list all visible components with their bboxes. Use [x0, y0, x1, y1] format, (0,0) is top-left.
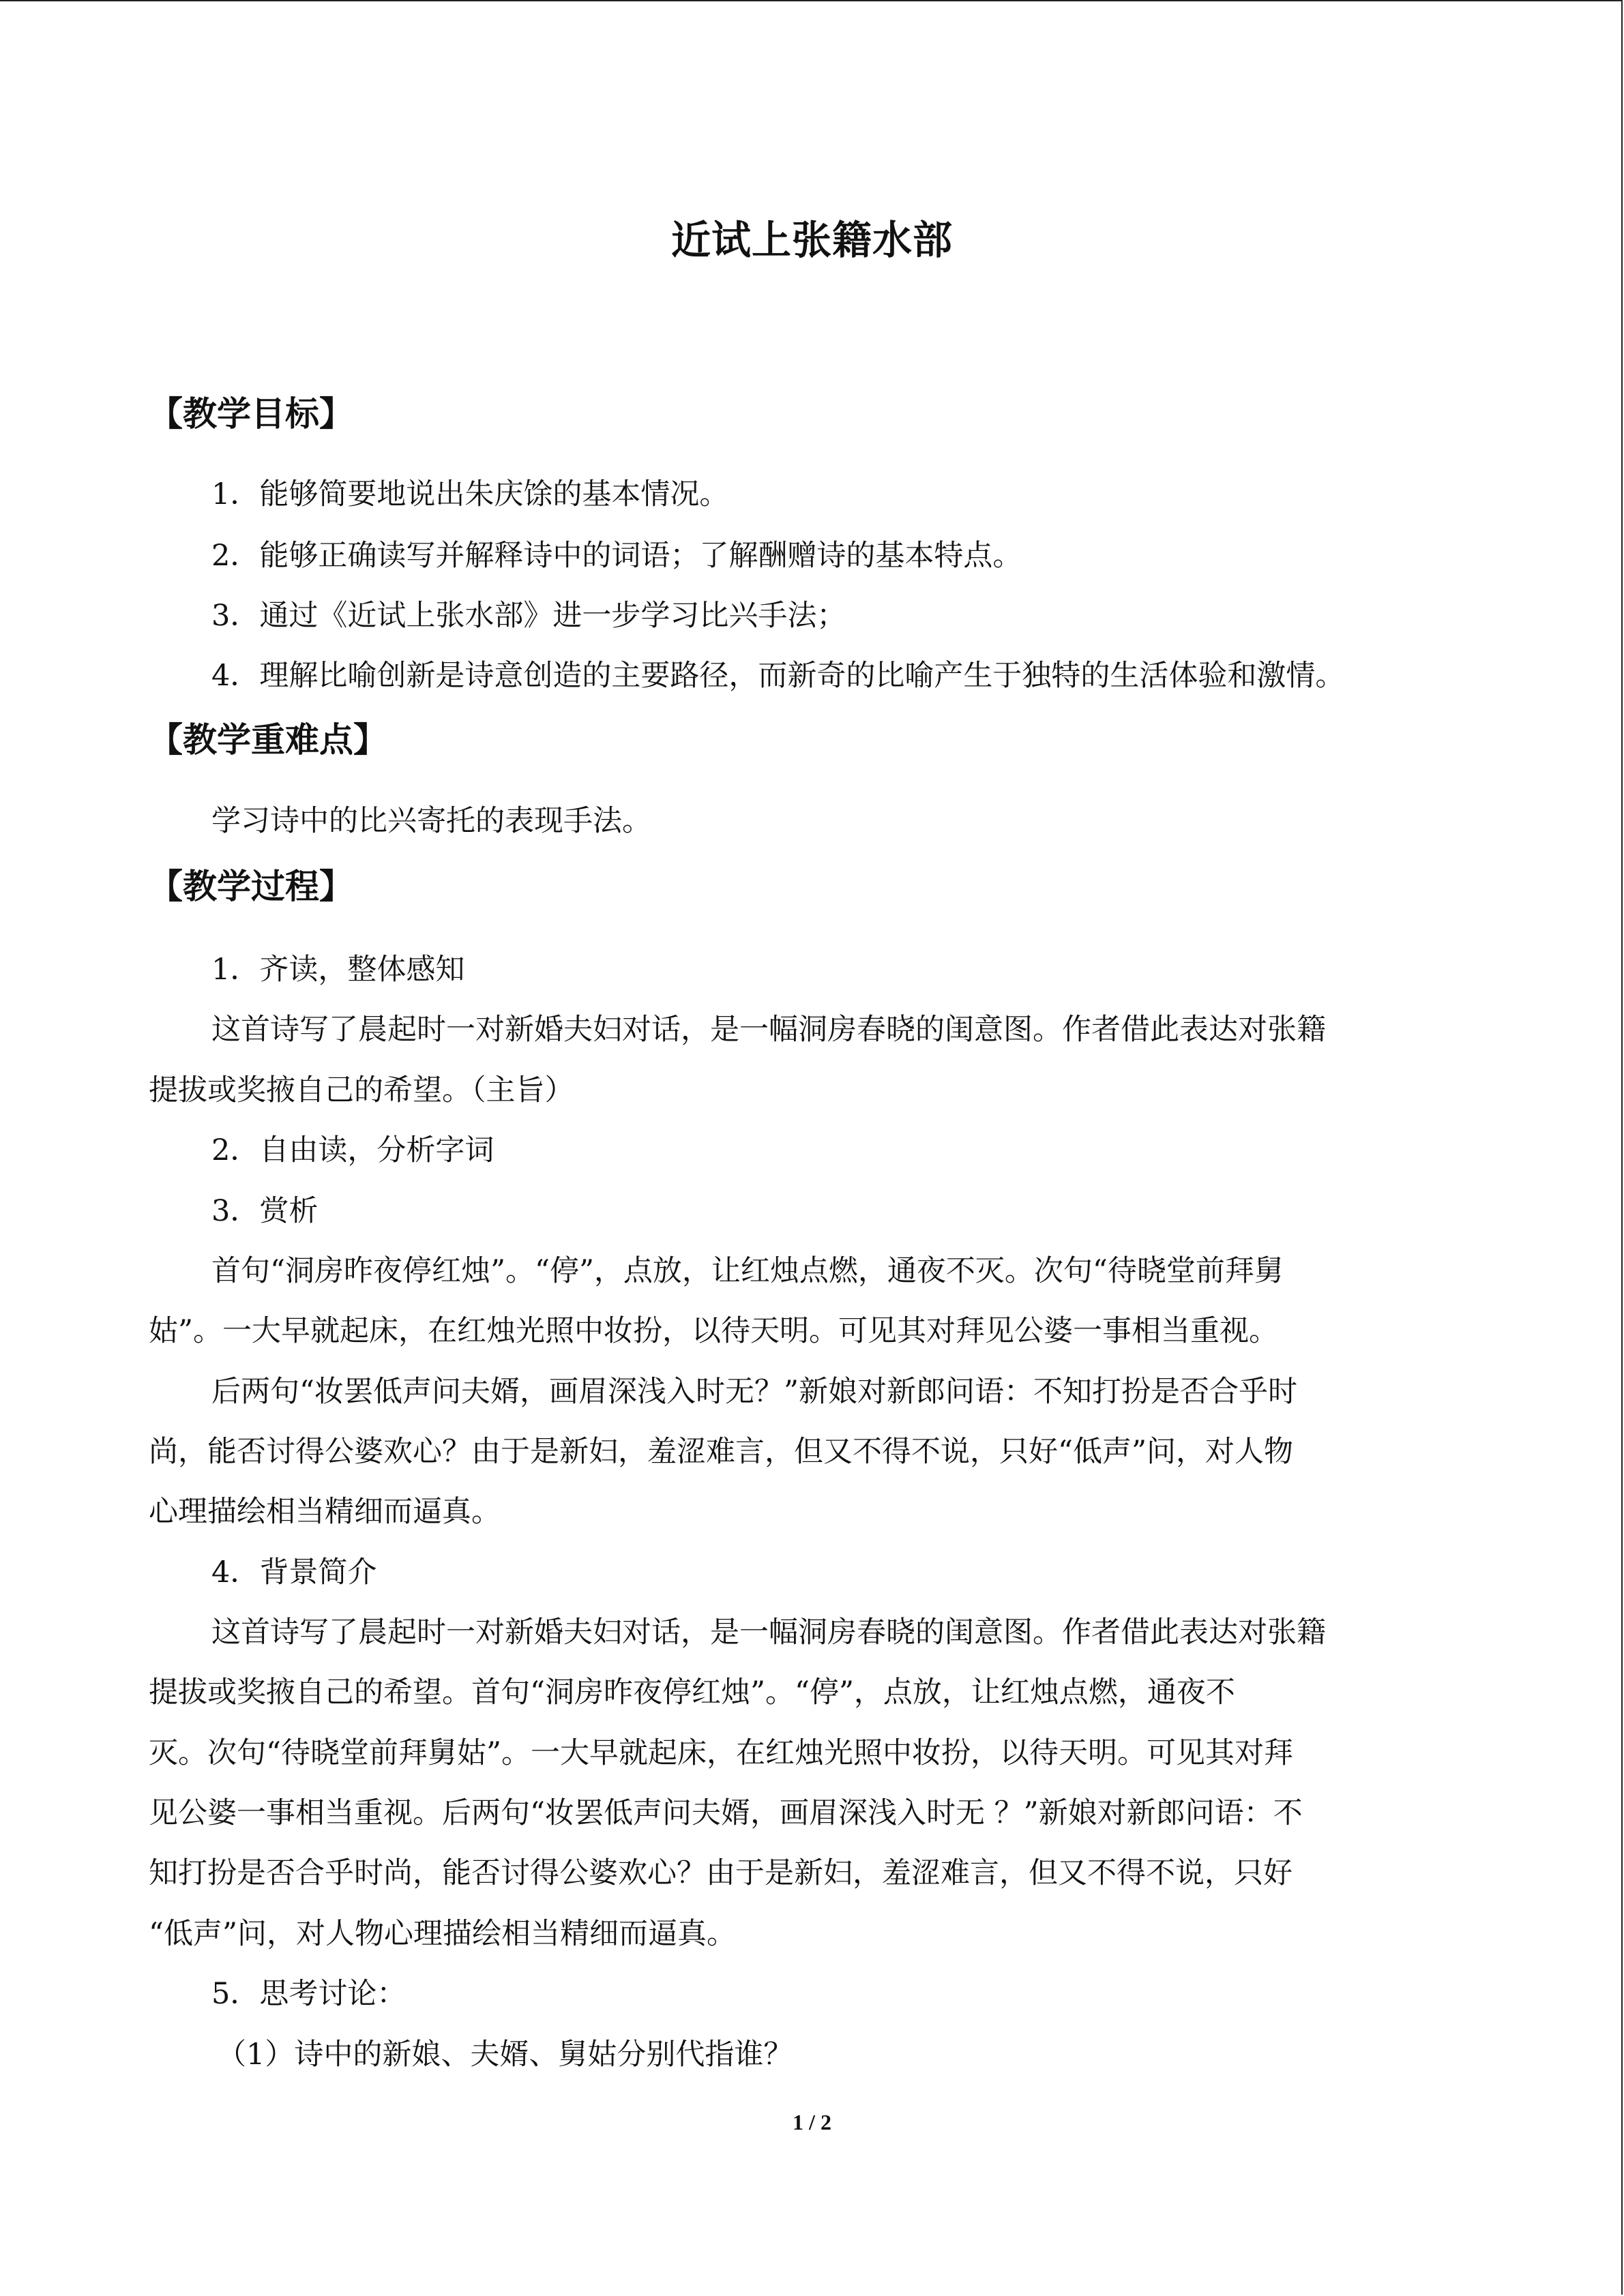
step4-title: 4．背景简介: [211, 1555, 377, 1590]
objective-item-3: 3．通过《近试上张水部》进一步学习比兴手法；: [211, 599, 846, 633]
step3-paragraph-b-line3: 心理描绘相当精细而逼真。: [149, 1495, 501, 1529]
objective-item-4: 4．理解比喻创新是诗意创造的主要路径，而新奇的比喻产生于独特的生活体验和激情。: [211, 659, 1345, 693]
step1-title: 1．齐读，整体感知: [211, 953, 465, 987]
step4-paragraph-line5: 知打扮是否合乎时尚，能否讨得公婆欢心？由于是新妇，羞涩难言，但又不得不说，只好: [149, 1856, 1293, 1890]
step2-title: 2．自由读，分析字词: [211, 1133, 494, 1167]
step3-paragraph-a-line1: 首句“洞房昨夜停红烛”。“停”，点放，让红烛点燃，通夜不灭。次句“待晓堂前拜舅: [211, 1254, 1284, 1288]
step4-paragraph-line4: 见公婆一事相当重视。后两句“妆罢低声问夫婿，画眉深浅入时无 ？”新娘对新郎问语：不: [149, 1796, 1303, 1830]
heading-objectives: 【教学目标】: [149, 394, 353, 434]
page-number: 1 / 2: [793, 2110, 831, 2134]
step5-title: 5．思考讨论：: [211, 1977, 407, 2011]
heading-key-points: 【教学重难点】: [149, 720, 387, 760]
step4-paragraph-line3: 灭。次句“待晓堂前拜舅姑”。一大早就起床，在红烛光照中妆扮，以待天明。可见其对拜: [149, 1736, 1293, 1770]
step5-question-1: （1）诗中的新娘、夫婿、舅姑分别代指谁？: [217, 2038, 793, 2072]
step1-paragraph-line2: 提拔或奖掖自己的希望。（主旨）: [149, 1073, 574, 1107]
objective-item-2: 2．能够正确读写并解释诗中的词语；了解酬赠诗的基本特点。: [211, 539, 1022, 573]
objective-item-1: 1．能够简要地说出朱庆馀的基本情况。: [211, 477, 729, 511]
step4-paragraph-line1: 这首诗写了晨起时一对新婚夫妇对话，是一幅洞房春晓的闺意图。作者借此表达对张籍: [211, 1615, 1326, 1650]
step4-paragraph-line2: 提拔或奖掖自己的希望。首句“洞房昨夜停红烛”。“停”，点放，让红烛点燃，通夜不: [149, 1675, 1235, 1710]
key-points-text: 学习诗中的比兴寄托的表现手法。: [211, 804, 651, 838]
step4-paragraph-line6: “低声”问，对人物心理描绘相当精细而逼真。: [149, 1917, 736, 1951]
step3-paragraph-b-line2: 尚，能否讨得公婆欢心？由于是新妇，羞涩难言，但又不得不说，只好“低声”问，对人物: [149, 1435, 1293, 1469]
heading-process: 【教学过程】: [149, 867, 353, 906]
step1-paragraph-line1: 这首诗写了晨起时一对新婚夫妇对话，是一幅洞房春晓的闺意图。作者借此表达对张籍: [211, 1013, 1326, 1047]
step3-title: 3．赏析: [211, 1194, 319, 1228]
document-title: 近试上张籍水部: [670, 217, 953, 263]
step3-paragraph-a-line2: 姑”。一大早就起床，在红烛光照中妆扮，以待天明。可见其对拜见公婆一事相当重视。: [149, 1314, 1278, 1348]
step3-paragraph-b-line1: 后两句“妆罢低声问夫婿，画眉深浅入时无？”新娘对新郎问语：不知打扮是否合乎时: [211, 1375, 1297, 1409]
